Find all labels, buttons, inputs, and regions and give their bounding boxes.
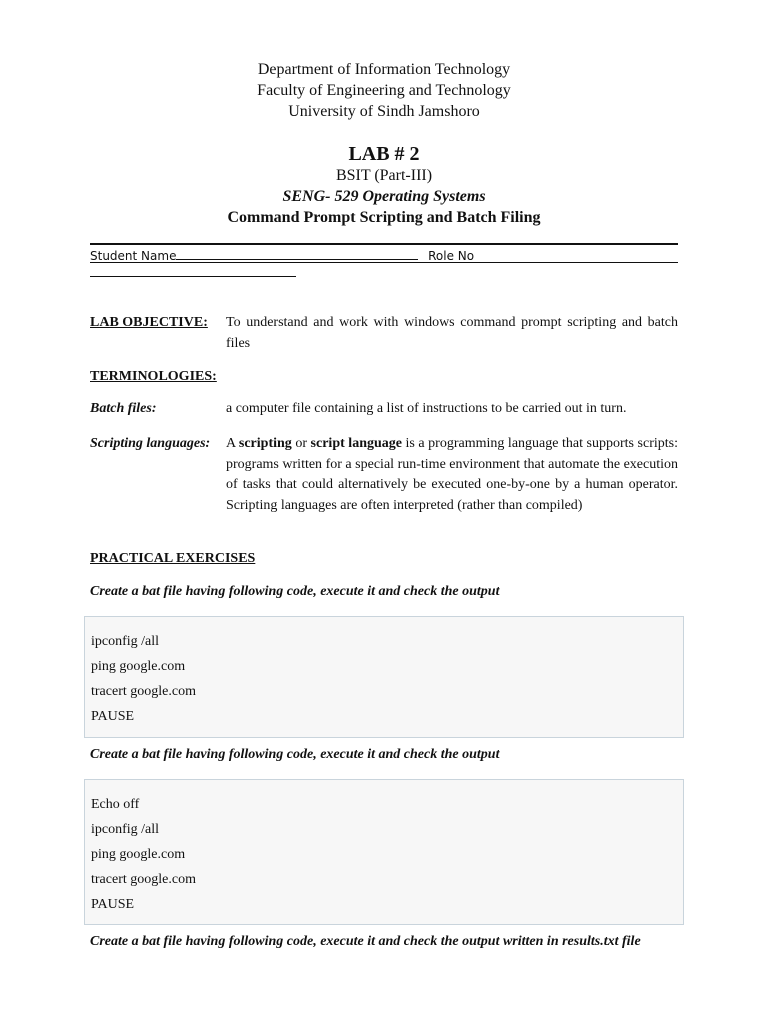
course-title: SENG- 529 Operating Systems xyxy=(282,188,486,205)
university-line: University of Sindh Jamshoro xyxy=(288,103,480,120)
code-line: ipconfig /all xyxy=(91,822,160,837)
scripting-bold: scripting xyxy=(238,436,292,451)
exercise-1-instruction: Create a bat file having following code, execute it and check the output xyxy=(90,584,500,599)
roll-no-blank xyxy=(90,264,296,277)
code-line: tracert google.com xyxy=(91,872,196,887)
objective-label: LAB OBJECTIVE: xyxy=(90,315,208,330)
code-line: PAUSE xyxy=(91,897,135,912)
code-line: Echo off xyxy=(91,797,140,812)
exercise-2-instruction: Create a bat file having following code, execute it and check the output xyxy=(90,747,500,762)
code-block-2 xyxy=(84,779,684,925)
code-line: ipconfig /all xyxy=(91,634,160,649)
batch-files-definition: a computer file containing a list of instructions to be carried out in turn. xyxy=(226,401,627,416)
code-line: tracert google.com xyxy=(91,684,196,699)
lab-topic: Command Prompt Scripting and Batch Filing xyxy=(227,209,541,226)
scripting-languages-term: Scripting languages: xyxy=(90,436,211,451)
program-line: BSIT (Part-III) xyxy=(335,167,433,184)
department-line: Department of Information Technology xyxy=(257,61,511,78)
scripting-languages-definition: A scripting or script language is a programming language that supports scripts: programs written for a special run-time environment that automate the execution of tasks that could alternatively be executed one-by-one by a human operator. Scripting languages are often interpreted (rather than compiled) xyxy=(226,436,678,513)
practical-exercises-heading: PRACTICAL EXERCISES xyxy=(90,551,256,566)
student-name-blank xyxy=(176,247,418,260)
script-language-bold: script language xyxy=(310,436,402,451)
roll-no-label: Role No xyxy=(428,249,475,263)
student-name-label: Student Name xyxy=(90,249,177,263)
batch-files-term: Batch files: xyxy=(90,401,157,416)
code-line: ping google.com xyxy=(91,659,186,674)
lab-title: LAB # 2 xyxy=(348,143,420,165)
faculty-line: Faculty of Engineering and Technology xyxy=(257,82,511,99)
exercise-3-instruction: Create a bat file having following code, execute it and check the output written in results.txt file xyxy=(90,934,641,949)
objective-text: To understand and work with windows command prompt scripting and batch files xyxy=(226,315,678,351)
code-block-1 xyxy=(84,616,684,738)
code-line: ping google.com xyxy=(91,847,186,862)
terminologies-heading: TERMINOLOGIES: xyxy=(90,369,217,384)
code-line: PAUSE xyxy=(91,709,135,724)
header-bottom-rule xyxy=(90,262,678,263)
